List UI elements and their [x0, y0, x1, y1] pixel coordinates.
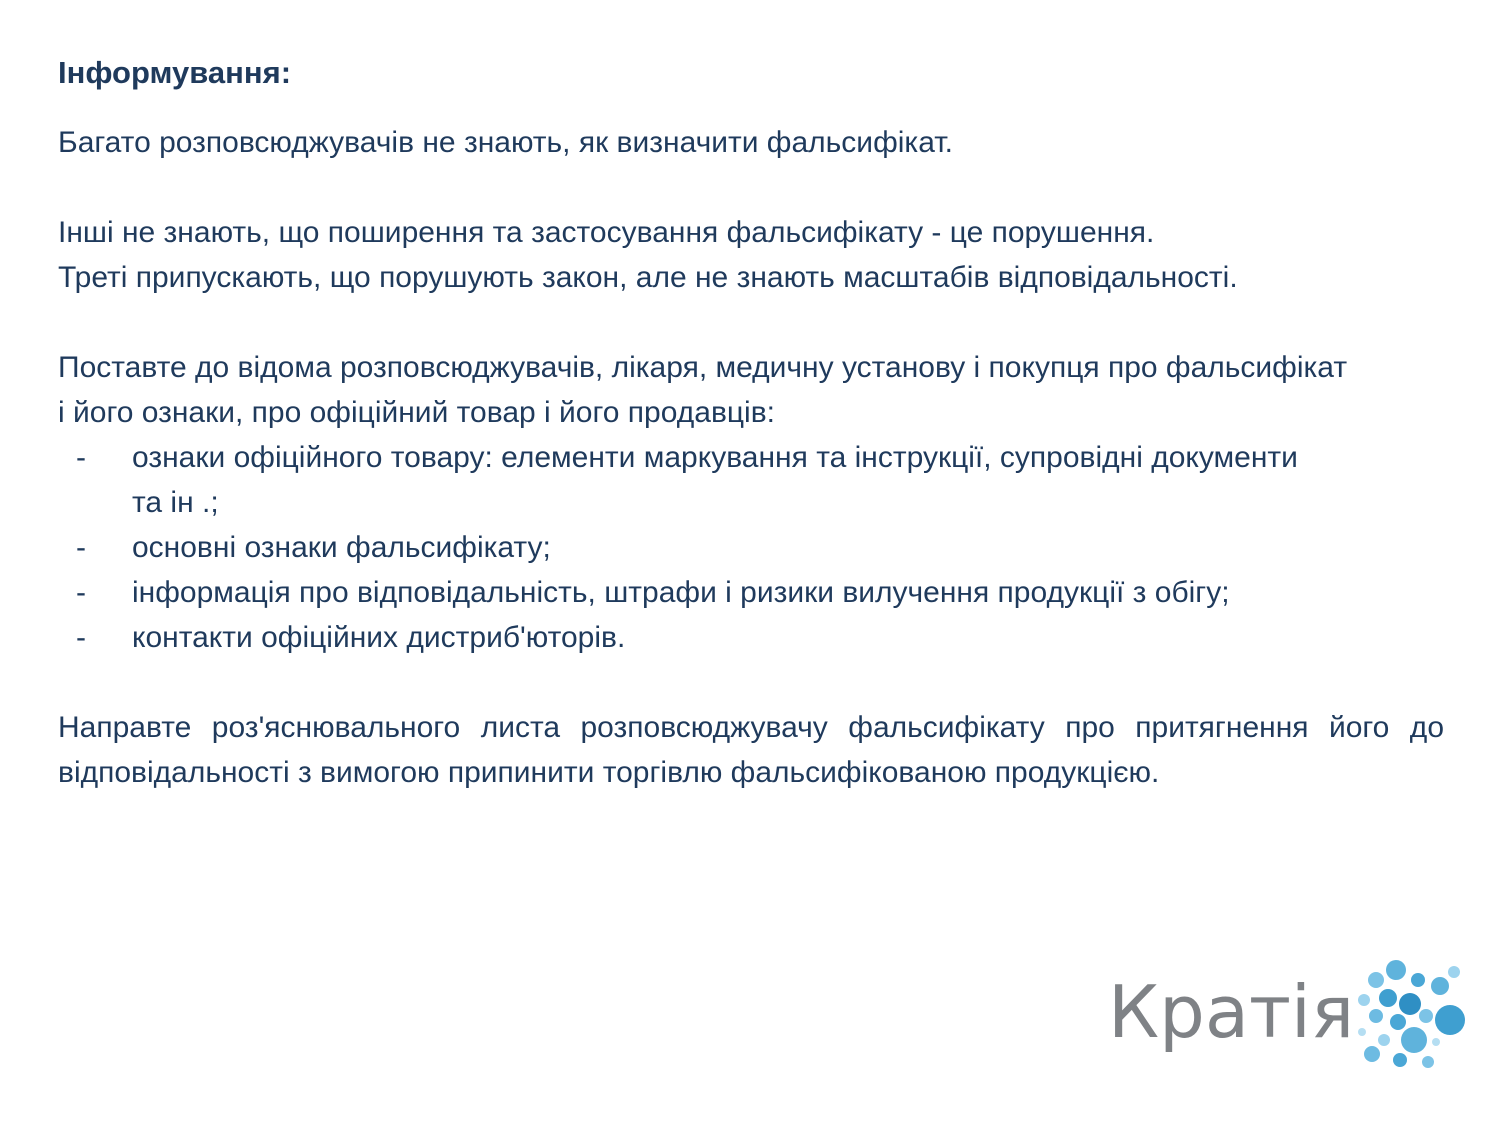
slide-title: Інформування: [58, 55, 292, 90]
spacer [58, 300, 1444, 345]
paragraph-1: Багато розповсюджувачів не знають, як визначити фальсифікат. [58, 126, 953, 159]
list-item-text: контакти офіційних дистриб'юторів. [132, 621, 626, 654]
list-item-text: основні ознаки фальсифікату; [132, 531, 551, 564]
bullet-marker: - [76, 531, 86, 564]
bullet-list [58, 435, 1444, 660]
list-item [58, 615, 1444, 660]
bullet-marker: - [76, 621, 86, 654]
list-item-text: інформація про відповідальність, штрафи і ризики вилучення продукції з обігу; [132, 576, 1230, 609]
bullet-marker: - [76, 441, 86, 474]
kratia-logo [1108, 958, 1470, 1074]
paragraph-5: Направте роз'яснювального листа розповсюджувачу фальсифікату про притягнення його до відповідальності з вимогою припинити торгівлю фальсифікованою продукцією. [58, 711, 1444, 789]
bubbles-icon [1354, 958, 1470, 1074]
bullet-marker: - [76, 576, 86, 609]
logo-wordmark: Кратія [1108, 970, 1355, 1054]
spacer [58, 660, 1444, 705]
paragraph-2: Інші не знають, що поширення та застосування фальсифікату - це порушення. [58, 216, 1155, 249]
paragraph-3: Треті припускають, що порушують закон, але не знають масштабів відповідальності. [58, 261, 1238, 294]
list-item-text: ознаки офіційного товару: елементи маркування та інструкції, супровідні документи та ін .; [132, 441, 1298, 519]
paragraph-4: Поставте до відома розповсюджувачів, лікаря, медичну установу і покупця про фальсифікат і його ознаки, про офіційний товар і його продавців: [58, 351, 1348, 429]
spacer [58, 165, 1444, 210]
list-item [58, 525, 1444, 570]
slide-content [58, 48, 1444, 795]
list-item [58, 435, 1444, 525]
list-item [58, 570, 1444, 615]
